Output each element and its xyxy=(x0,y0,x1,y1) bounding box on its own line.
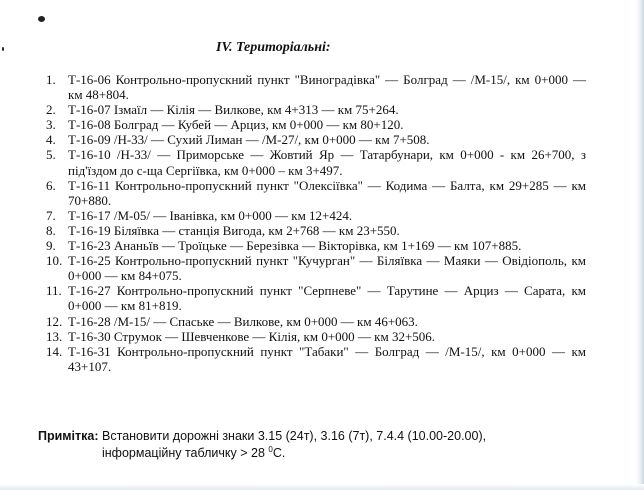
item-number: 5. xyxy=(46,147,56,163)
note-line-1 xyxy=(38,428,598,445)
item-text: Т-16-11 Контрольно-пропускний пункт "Олексіївка" — Кодима — Балта, км 29+285 — км 70+880. xyxy=(68,177,586,208)
note-text-1: Встановити дорожні знаки 3.15 (24т), 3.16 (7т), 7.4.4 (10.00-20.00), xyxy=(102,429,487,443)
item-number: 9. xyxy=(46,238,56,254)
scan-edge-right xyxy=(636,0,644,490)
section-heading: IV. Територіальні: xyxy=(216,40,331,55)
item-number: 10. xyxy=(46,253,63,269)
item-number: 7. xyxy=(46,207,56,223)
item-number: 3. xyxy=(46,117,56,133)
item-number: 1. xyxy=(46,72,56,87)
list-item xyxy=(46,314,586,329)
note-label: Примітка: xyxy=(38,429,99,443)
list-item xyxy=(46,178,586,208)
item-text: Т-16-19 Біляївка — станція Вигода, км 2+768 — км 23+550. xyxy=(68,222,400,238)
list-item xyxy=(46,132,586,147)
item-number: 4. xyxy=(46,132,56,148)
item-text: Т-16-23 Ананьїв — Троїцьке — Березівка — Вікторівка, км 1+169 — км 107+885. xyxy=(68,238,522,254)
scan-speck xyxy=(2,47,4,51)
note-text-2-unit: С. xyxy=(272,446,286,460)
list-item xyxy=(46,238,586,253)
item-text: Т-16-27 Контрольно-пропускний пункт "Серпневе" — Тарутине — Арциз — Сарата, км 0+000 — км 81+819. xyxy=(68,283,586,314)
list-item xyxy=(46,223,586,238)
list-item xyxy=(46,102,586,117)
scan-speck xyxy=(38,16,45,22)
note-line-2 xyxy=(38,445,598,462)
list-item xyxy=(46,329,586,344)
item-text: Т-16-31 Контрольно-пропускний пункт "Табаки" — Болград — /М-15/, км 0+000 — км 43+107. xyxy=(68,343,586,374)
list-item xyxy=(46,283,586,313)
item-number: 12. xyxy=(46,313,63,329)
item-text: Т-16-08 Болград — Кубей — Арциз, км 0+000 — км 80+120. xyxy=(68,117,404,133)
item-number: 8. xyxy=(46,222,56,238)
note-block xyxy=(38,428,598,462)
list-item xyxy=(46,208,586,223)
list-item xyxy=(46,147,586,177)
list-item xyxy=(46,344,586,374)
note-text-2: інформаційну табличку > 28 xyxy=(102,446,269,460)
list-item xyxy=(46,117,586,132)
item-number: 13. xyxy=(46,328,63,344)
item-number: 2. xyxy=(46,102,56,118)
degree-superscript: 0 xyxy=(268,444,273,454)
item-text: Т-16-07 Ізмаїл — Кілія — Вилкове, км 4+313 — км 75+264. xyxy=(68,102,399,118)
item-number: 6. xyxy=(46,177,56,193)
item-text: Т-16-10 /Н-33/ — Приморське — Жовтий Яр — Татарбунари, км 0+000 - км 26+700, з під'їздом до с-ща Сергіївка, км 0+000 – км 3+497. xyxy=(68,147,586,178)
item-text: Т-16-17 /М-05/ — Іванівка, км 0+000 — км 12+424. xyxy=(68,207,353,223)
item-text: Т-16-25 Контрольно-пропускний пункт "Кучурган" — Біляївка — Маяки — Овідіополь, км 0+000 — км 84+075. xyxy=(68,253,586,284)
item-number: 11. xyxy=(46,283,62,299)
item-number: 14. xyxy=(46,343,63,359)
item-text: Т-16-30 Струмок — Шевченкове — Кілія, км 0+000 — км 32+506. xyxy=(68,328,436,344)
scan-edge-bottom xyxy=(0,484,644,490)
list-item xyxy=(46,253,586,283)
list-item xyxy=(46,72,586,102)
item-text: Т-16-28 /М-15/ — Спаське — Вилкове, км 0+000 — км 46+063. xyxy=(68,313,418,329)
item-text: Т-16-09 /Н-33/ — Сухий Лиман — /М-27/, км 0+000 — км 7+508. xyxy=(68,132,430,148)
road-list xyxy=(46,72,586,374)
item-text: Т-16-06 Контрольно-пропускний пункт "Виноградівка" — Болград — /М-15/, км 0+000 — км 48+804. xyxy=(68,72,586,103)
